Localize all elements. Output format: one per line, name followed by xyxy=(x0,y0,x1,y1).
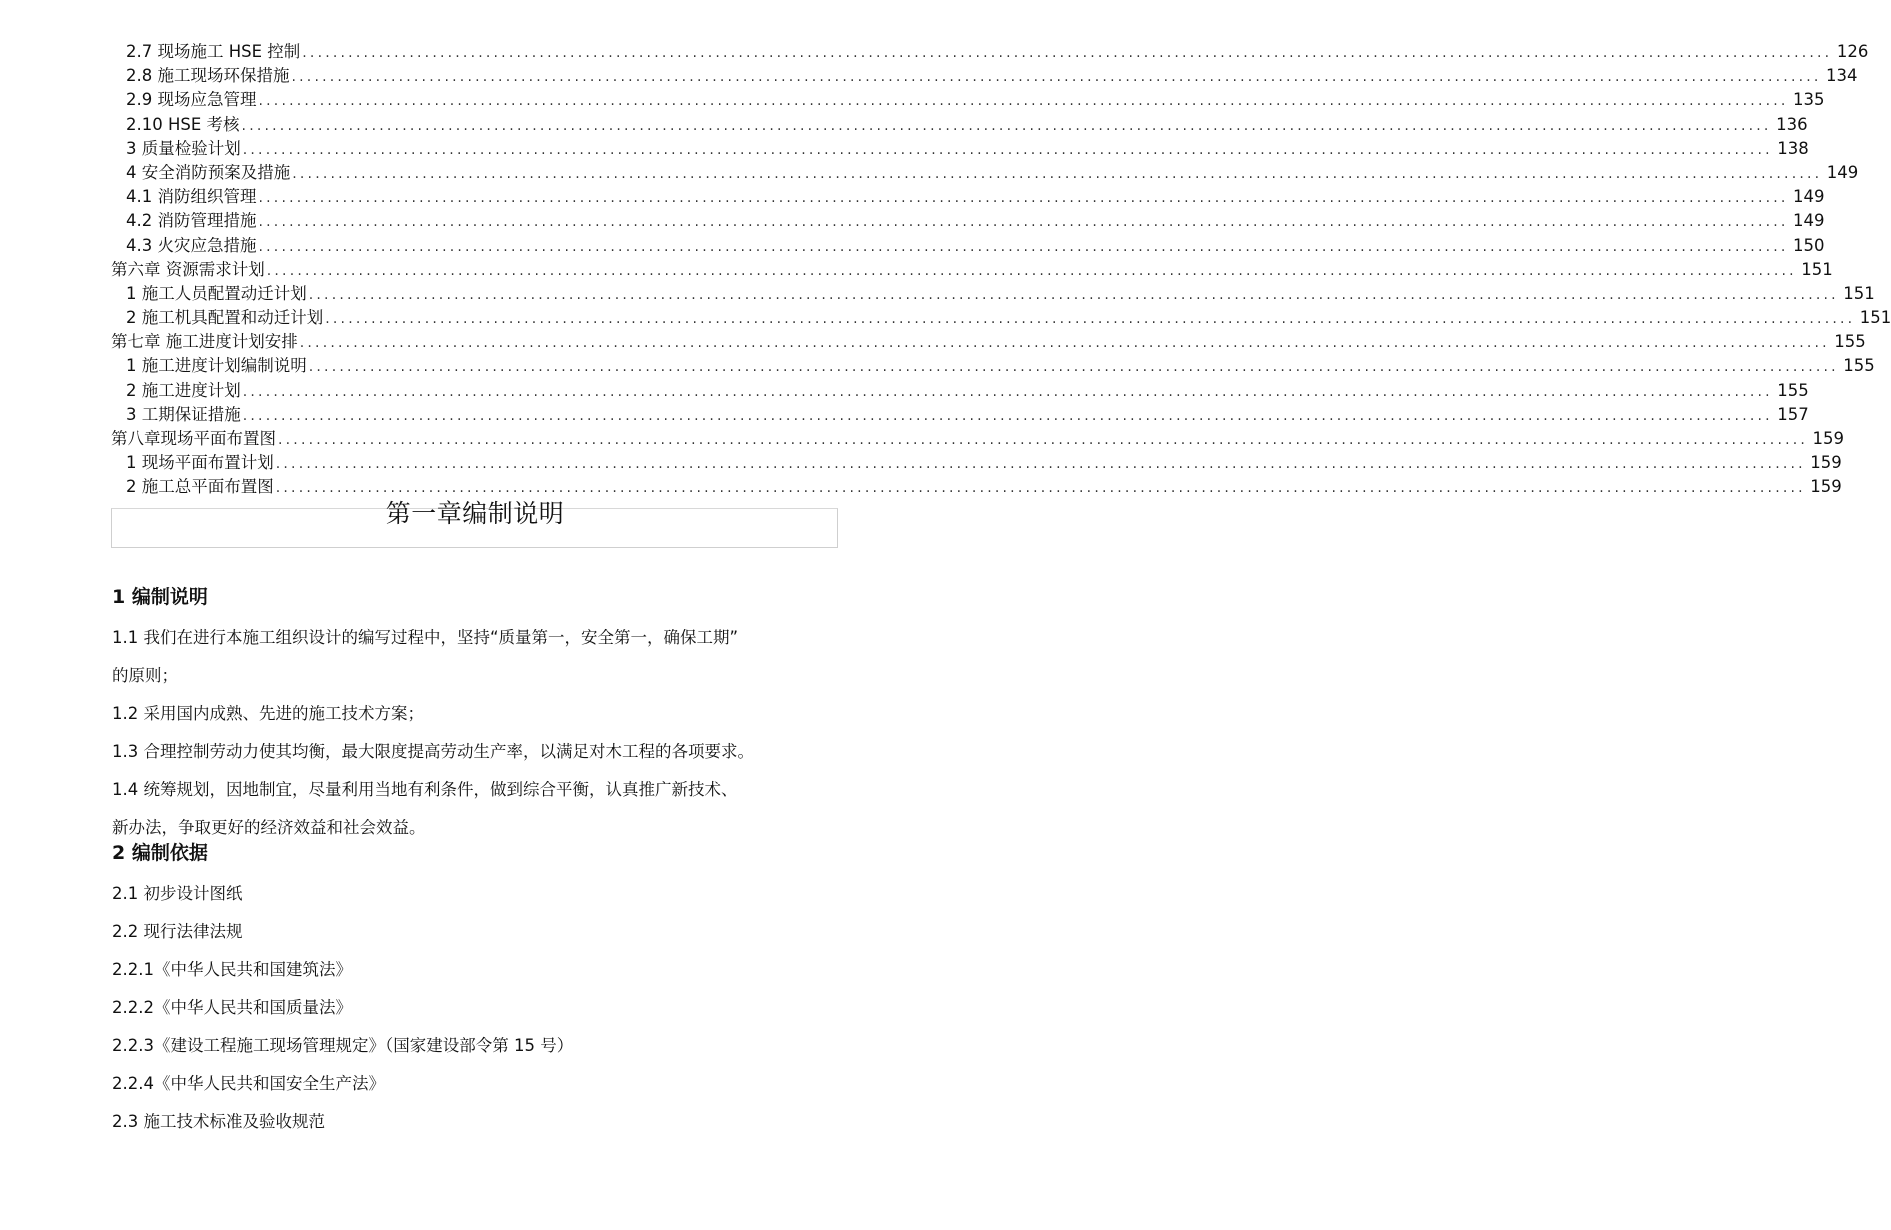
toc-dot-leader: ........................................................................................................................................................................................................ xyxy=(325,311,1856,328)
paragraph-1-1-line-2: 的原则； xyxy=(112,666,178,685)
paragraph-1-4-line-2: 新办法，争取更好的经济效益和社会效益。 xyxy=(112,818,426,837)
toc-entry-title: 2.7 现场施工 HSE 控制 xyxy=(126,42,301,61)
toc-dot-leader: ........................................................................................................................................................................................................ xyxy=(308,359,1839,376)
toc-entry[interactable] xyxy=(111,354,1875,378)
toc-entry-title: 3 质量检验计划 xyxy=(126,138,241,158)
list-item: 2.2.1《中华人民共和国建筑法》 xyxy=(112,960,352,979)
toc-entry-page: 134 xyxy=(1826,66,1858,86)
toc-entry-page: 126 xyxy=(1836,42,1869,61)
toc-entry[interactable] xyxy=(111,137,1809,161)
toc-entry[interactable] xyxy=(111,379,1809,403)
toc-entry-title: 第八章现场平面布置图 xyxy=(111,429,276,448)
toc-dot-leader: ........................................................................................................................................................................................................ xyxy=(258,214,1789,231)
toc-entry-title: 4.3 火灾应急措施 xyxy=(126,235,257,255)
toc-entry[interactable] xyxy=(111,451,1842,475)
toc-entry-page: 150 xyxy=(1793,235,1825,255)
paragraph-1-1-line-1: 1.1 我们在进行本施工组织设计的编写过程中，坚持“质量第一，安全第一，确保工期” xyxy=(112,628,739,647)
chapter-title: 第一章编制说明 xyxy=(385,499,565,528)
section-heading-2: 2 编制依据 xyxy=(112,842,208,864)
table-of-contents xyxy=(111,40,1891,500)
toc-dot-leader: ........................................................................................................................................................................................................ xyxy=(242,383,1773,400)
toc-dot-leader: ........................................................................................................................................................................................................ xyxy=(278,432,1809,448)
paragraph-1-3: 1.3 合理控制劳动力使其均衡，最大限度提高劳动生产率，以满足对木工程的各项要求。 xyxy=(112,742,754,761)
toc-entry-page: 151 xyxy=(1801,259,1833,279)
toc-entry-page: 136 xyxy=(1776,114,1808,134)
toc-entry[interactable] xyxy=(111,330,1866,354)
list-item: 2.2.3《建设工程施工现场管理规定》（国家建设部令第 15 号） xyxy=(112,1036,574,1055)
toc-entry-title: 1 施工进度计划编制说明 xyxy=(126,356,307,376)
toc-dot-leader: ........................................................................................................................................................................................................ xyxy=(292,165,1823,182)
toc-entry[interactable] xyxy=(111,40,1869,64)
toc-dot-leader: ........................................................................................................................................................................................................ xyxy=(242,407,1773,424)
toc-entry[interactable] xyxy=(111,258,1833,282)
toc-entry-title: 4.1 消防组织管理 xyxy=(126,187,257,207)
section-heading-1: 1 编制说明 xyxy=(112,586,208,608)
list-item: 2.2.2《中华人民共和国质量法》 xyxy=(112,998,352,1017)
toc-entry-title: 2 施工总平面布置图 xyxy=(126,477,274,497)
toc-entry-page: 138 xyxy=(1777,138,1809,158)
toc-entry-title: 3 工期保证措施 xyxy=(126,404,241,424)
paragraph-1-2: 1.2 采用国内成熟、先进的施工技术方案； xyxy=(112,704,424,723)
toc-entry-page: 149 xyxy=(1793,211,1825,231)
toc-entry-page: 157 xyxy=(1777,404,1809,424)
toc-entry-page: 159 xyxy=(1812,429,1845,448)
toc-entry-title: 2 施工机具配置和动迁计划 xyxy=(126,308,324,328)
toc-entry[interactable] xyxy=(111,185,1825,209)
toc-dot-leader: ........................................................................................................................................................................................................ xyxy=(258,190,1789,207)
toc-dot-leader: ........................................................................................................................................................................................................ xyxy=(302,45,1833,61)
toc-entry[interactable] xyxy=(111,88,1825,112)
toc-entry-title: 1 施工人员配置动迁计划 xyxy=(126,283,307,303)
toc-entry-title: 第七章 施工进度计划安排 xyxy=(111,332,298,352)
toc-entry-title: 1 现场平面布置计划 xyxy=(126,453,274,473)
toc-entry-page: 159 xyxy=(1810,453,1842,473)
toc-entry-title: 4.2 消防管理措施 xyxy=(126,211,257,231)
toc-entry[interactable] xyxy=(111,234,1825,258)
toc-entry[interactable] xyxy=(111,306,1891,330)
toc-entry[interactable] xyxy=(111,209,1825,233)
toc-dot-leader: ........................................................................................................................................................................................................ xyxy=(266,262,1797,279)
toc-dot-leader: ........................................................................................................................................................................................................ xyxy=(299,335,1830,352)
toc-entry[interactable] xyxy=(111,161,1859,185)
toc-dot-leader: ........................................................................................................................................................................................................ xyxy=(258,93,1789,110)
toc-entry[interactable] xyxy=(111,427,1845,451)
toc-entry-page: 155 xyxy=(1843,356,1875,376)
toc-dot-leader: ........................................................................................................................................................................................................ xyxy=(242,141,1773,158)
list-item: 2.2.4《中华人民共和国安全生产法》 xyxy=(112,1074,385,1093)
toc-entry-title: 2.8 施工现场环保措施 xyxy=(126,66,290,86)
toc-entry[interactable] xyxy=(111,403,1809,427)
toc-entry-title: 2 施工进度计划 xyxy=(126,380,241,400)
toc-dot-leader: ........................................................................................................................................................................................................ xyxy=(308,286,1839,303)
toc-entry-page: 149 xyxy=(1793,187,1825,207)
toc-dot-leader: ........................................................................................................................................................................................................ xyxy=(291,69,1822,86)
toc-dot-leader: ........................................................................................................................................................................................................ xyxy=(275,456,1806,473)
toc-dot-leader: ........................................................................................................................................................................................................ xyxy=(275,480,1806,497)
paragraph-1-4-line-1: 1.4 统筹规划，因地制宜，尽量利用当地有利条件，做到综合平衡，认真推广新技术、 xyxy=(112,780,738,799)
toc-entry-page: 135 xyxy=(1793,90,1825,110)
toc-dot-leader: ........................................................................................................................................................................................................ xyxy=(258,238,1789,255)
toc-entry-page: 149 xyxy=(1826,162,1859,182)
toc-entry-page: 159 xyxy=(1810,477,1842,497)
toc-entry-page: 151 xyxy=(1843,283,1875,303)
toc-entry[interactable] xyxy=(111,64,1858,88)
toc-entry-page: 155 xyxy=(1777,380,1809,400)
list-item: 2.2 现行法律法规 xyxy=(112,922,243,941)
toc-entry-title: 第六章 资源需求计划 xyxy=(111,259,265,279)
toc-entry-title: 2.10 HSE 考核 xyxy=(126,114,240,134)
list-item: 2.1 初步设计图纸 xyxy=(112,884,243,903)
toc-dot-leader: ........................................................................................................................................................................................................ xyxy=(241,117,1772,134)
toc-entry-title: 4 安全消防预案及措施 xyxy=(126,162,291,182)
list-item: 2.3 施工技术标准及验收规范 xyxy=(112,1112,325,1131)
toc-entry[interactable] xyxy=(111,282,1875,306)
toc-entry-page: 155 xyxy=(1834,332,1866,352)
toc-entry-page: 151 xyxy=(1859,308,1891,328)
toc-entry[interactable] xyxy=(111,113,1808,137)
toc-entry-title: 2.9 现场应急管理 xyxy=(126,90,257,110)
